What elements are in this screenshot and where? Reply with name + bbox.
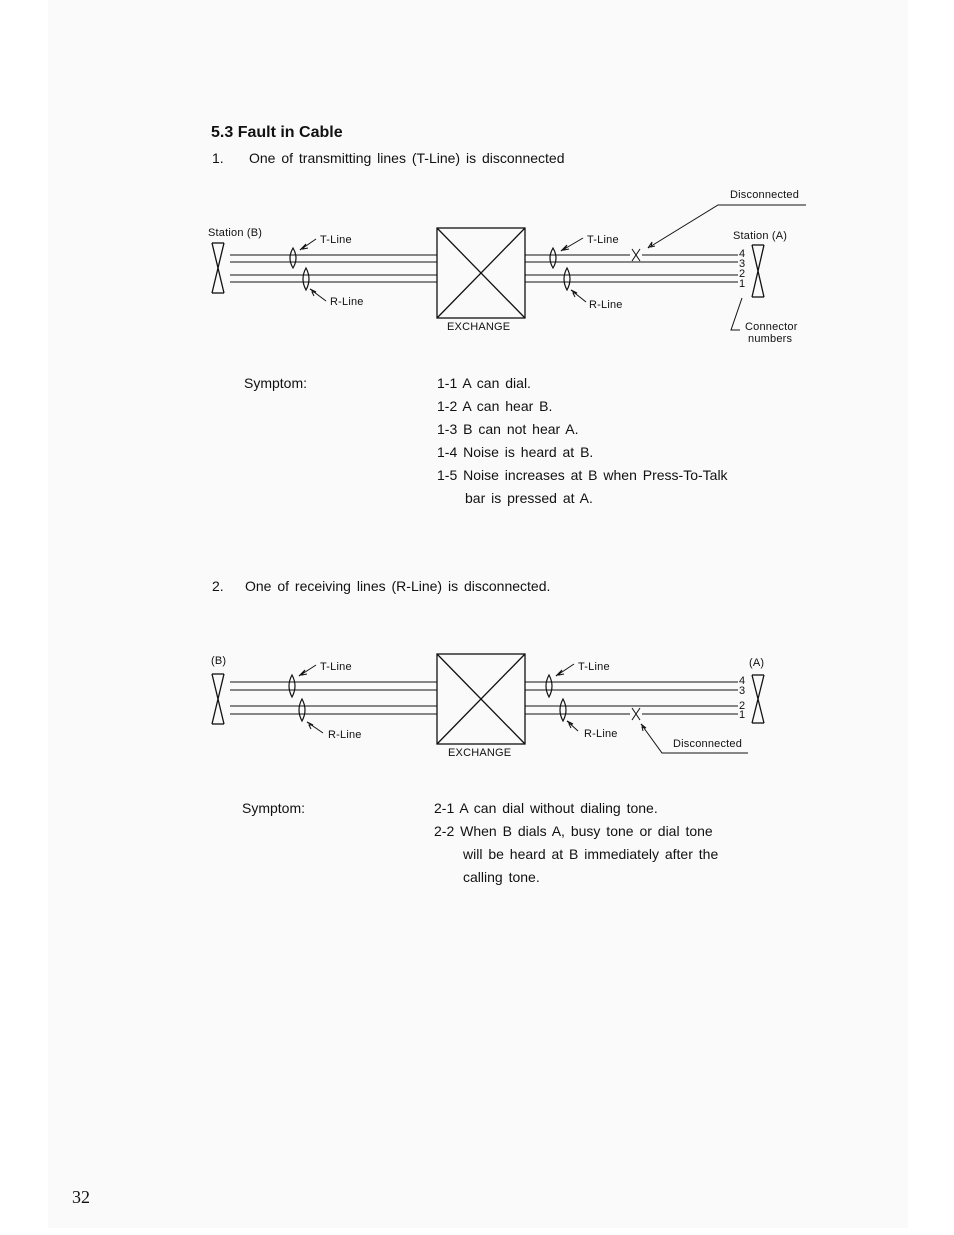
symptom-1-line-3: 1-3 B can not hear A. (437, 421, 579, 437)
item-2-number: 2. (212, 578, 224, 594)
connector-number-2-b: 2 (739, 700, 746, 712)
r-line-bundle-left-2 (299, 699, 305, 721)
connector-number-4: 4 (739, 248, 746, 260)
r-line-label-left-1: R-Line (330, 296, 364, 308)
section-title: 5.3 Fault in Cable (211, 124, 343, 141)
symptom-1-line-1: 1-1 A can dial. (437, 375, 531, 391)
connector-number-2: 2 (739, 268, 746, 280)
symptom-2-line-4: calling tone. (463, 869, 540, 885)
t-line-bundle-left-2 (289, 675, 295, 697)
t-line-bundle-right-2 (546, 675, 552, 697)
symptom-1-label: Symptom: (244, 375, 308, 391)
item-2-text: One of receiving lines (R-Line) is disconnected. (245, 578, 551, 594)
station-a-connector-2 (752, 675, 764, 723)
exchange-label-1: EXCHANGE (447, 321, 511, 333)
station-b-label-2: (B) (211, 655, 227, 667)
t-line-label-left-2: T-Line (320, 661, 352, 673)
t-line-label-left-1: T-Line (320, 234, 352, 246)
symptom-1-line-6: bar is pressed at A. (465, 490, 593, 506)
symptom-1-line-2: 1-2 A can hear B. (437, 398, 553, 414)
symptom-2-line-2: 2-2 When B dials A, busy tone or dial tone (434, 823, 713, 839)
cable-lines-right-2 (525, 682, 738, 714)
exchange-label-2: EXCHANGE (448, 747, 512, 759)
connector-number-4-b: 4 (739, 675, 746, 687)
symptom-2-label: Symptom: (242, 800, 306, 816)
symptom-2-line-1: 2-1 A can dial without dialing tone. (434, 800, 658, 816)
symptom-1-line-5: 1-5 Noise increases at B when Press-To-Talk (437, 467, 728, 483)
r-line-label-right-2: R-Line (584, 728, 618, 740)
station-b-label-1: Station (B) (208, 227, 263, 239)
disconnected-label-2: Disconnected (673, 738, 743, 750)
t-line-label-right-2: T-Line (578, 661, 610, 673)
connector-number-1-b: 1 (739, 709, 746, 721)
exchange-box-2 (437, 654, 525, 744)
station-b-connector-2 (212, 674, 224, 724)
connector-number-3: 3 (739, 258, 746, 270)
r-line-label-right-1: R-Line (589, 299, 623, 311)
page-number: 32 (72, 1187, 90, 1207)
r-line-bundle-right-2 (560, 699, 566, 721)
cable-lines-left-2 (230, 682, 437, 714)
connector-number-3-b: 3 (739, 685, 746, 697)
connector-label-line-1: Connector (745, 321, 798, 333)
connector-number-1: 1 (739, 278, 746, 290)
symptom-1-line-4: 1-4 Noise is heard at B. (437, 444, 594, 460)
station-a-label-1: Station (A) (733, 230, 788, 242)
t-line-label-right-1: T-Line (587, 234, 619, 246)
disconnect-mark-2 (632, 708, 640, 720)
r-line-label-left-2: R-Line (328, 729, 362, 741)
item-1-number: 1. (212, 150, 224, 166)
station-a-label-2: (A) (749, 657, 765, 669)
disconnected-label-1: Disconnected (730, 189, 800, 201)
symptom-2-line-3: will be heard at B immediately after the (463, 846, 719, 862)
connector-label-line-2: numbers (748, 333, 793, 345)
item-1-text: One of transmitting lines (T-Line) is disconnected (249, 150, 565, 166)
